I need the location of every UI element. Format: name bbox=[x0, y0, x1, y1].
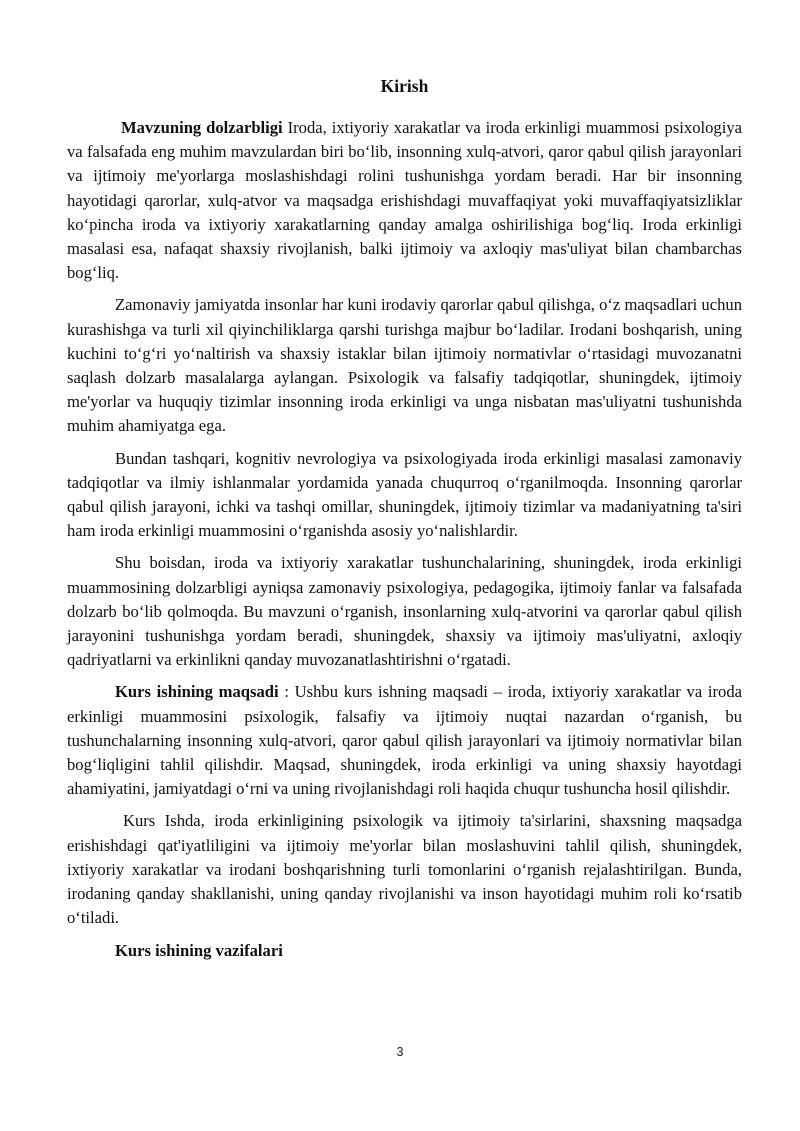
page-content bbox=[67, 74, 742, 963]
paragraph-relevance bbox=[67, 116, 742, 285]
paragraph-text: Shu boisdan, iroda va ixtiyoriy xarakatlar tushunchalarining, shuningdek, iroda erkinligi muammosining dolzarbligi ayniqsa zamonaviy psixologiya, pedagogika, ijtimoiy fanlar va falsafada dolzarb bo‘lib qolmoqda. Bu mavzuni o‘rganish, insonlarning xulq-atvorini va qarorlar qabul qilish jarayonini tushunishga yordam beradi, shuningdek, shaxsiy va ijtimoiy mas'uliyatni, axloqiy qadriyatlarni va erkinlikni qanday muvozanatlashtirishni o‘rgatadi. bbox=[67, 553, 742, 670]
paragraph-text: Kurs Ishda, iroda erkinligining psixologik va ijtimoiy ta'sirlarini, shaxsning maqsadga erishishdagi qat'iyatliligini va ijtimoiy me'yorlar bilan moslashuvini tahlil qilish, shuningdek, ixtiyoriy xarakatlar va irodani boshqarishning turli tomonlarini o‘rganish rejalashtirilgan. Bunda, irodaning qanday shakllanishi, uning qanday rivojlanishi va inson hayotidagi muhim roli ko‘rsatib o‘tiladi. bbox=[67, 811, 742, 928]
section-subheading: Kurs ishining vazifalari bbox=[115, 940, 283, 960]
paragraph-text: Zamonaviy jamiyatda insonlar har kuni irodaviy qarorlar qabul qilishga, o‘z maqsadlari uchun kurashishga va turli xil qiyinchiliklarga qarshi turishga majbur bo‘ladilar. Irodani boshqarish, uning kuchini to‘g‘ri yo‘naltirish va shaxsiy istaklar bilan ijtimoiy normativlar o‘rtasidagi muvozanatni saqlash dolzarb masalalarga aylangan. Psixologik va falsafiy tadqiqotlar, shuningdek, ijtimoiy me'yorlar va huquqiy tizimlar insonning iroda erkinligi va unga nisbatan mas'uliyatni tushunishda muhim ahamiyatga ega. bbox=[67, 295, 742, 436]
paragraph-conclusion bbox=[67, 551, 742, 672]
paragraph-lead: Mavzuning dolzarbligi bbox=[121, 118, 283, 137]
page-title: Kirish bbox=[380, 76, 429, 96]
paragraph-lead: Kurs ishining maqsadi bbox=[115, 682, 279, 702]
paragraph-text: Iroda, ixtiyoriy xarakatlar va iroda erkinligi muammosi psixologiya va falsafada eng muhim mavzulardan biri bo‘lib, insonning xulq-atvori, qaror qabul qilish jarayonlari va ijtimoiy me'yorlarga moslashishdagi rolini tushunishga yordam beradi. Har bir insonning hayotidagi qarorlar, xulq-atvor va maqsadga erishishdagi muvaffaqiyat yoki muvaffaqiyatsizliklar ko‘pincha iroda va ixtiyoriy xarakatlarning qanday amalga oshirilishiga bog‘liq. Iroda erkinligi masalasi esa, nafaqat shaxsiy rivojlanish, balki ijtimoiy va axloqiy mas'uliyat bilan chambarchas bog‘liq. bbox=[67, 118, 742, 283]
page-number: 3 bbox=[396, 1045, 404, 1059]
paragraph-text: : Ushbu kurs ishning maqsadi – iroda, ixtiyoriy xarakatlar va iroda erkinligi muammosini psixologik, falsafiy va ijtimoiy nuqtai nazardan o‘rganish, bu tushunchalarning insonning xulq-atvori, qaror qabul qilish jarayonlari va ijtimoiy normativlar bilan bog‘liqligini tahlil qilishdir. Maqsad, shuningdek, iroda erkinligi va uning shaxsiy hayotdagi ahamiyatini, jamiyatdagi o‘rni va uning rivojlanishdagi roli haqida chuqur tushuncha hosil qilishdir. bbox=[67, 682, 742, 799]
paragraph-modern-society bbox=[67, 293, 742, 438]
paragraph-goal bbox=[67, 680, 742, 801]
paragraph-plan bbox=[67, 809, 742, 930]
paragraph-text: Bundan tashqari, kognitiv nevrologiya va psixologiyada iroda erkinligi masalasi zamonaviy tadqiqotlar va ilmiy ishlanmalar yordamida yanada chuqurroq o‘rganilmoqda. Insonning qarorlar qabul qilish jarayoni, ichki va tashqi omillar, shuningdek, ijtimoiy tizimlar va madaniyatning ta'siri ham iroda erkinligi muammosini o‘rganishda asosiy yo‘nalishlardir. bbox=[67, 448, 742, 541]
paragraph-neurology bbox=[67, 447, 742, 544]
